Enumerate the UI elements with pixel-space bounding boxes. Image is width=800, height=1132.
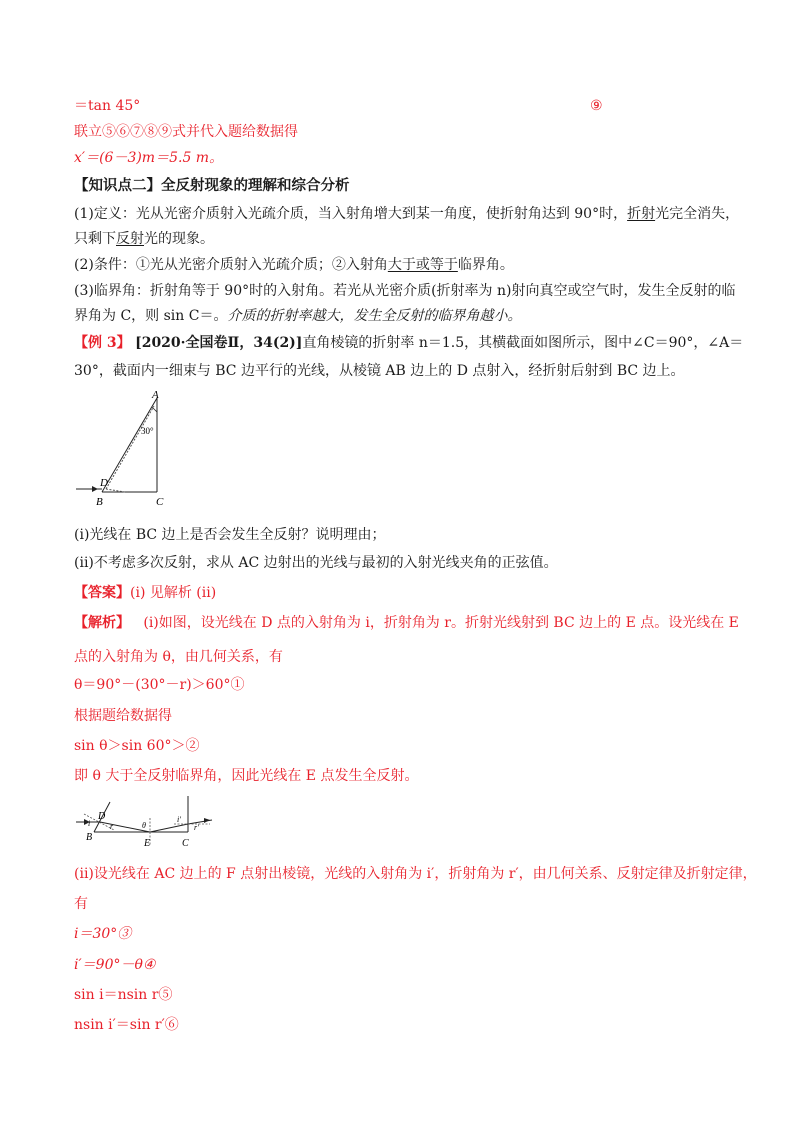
vertex-label-b: B <box>96 496 103 508</box>
vertex-label-c: C <box>182 838 189 849</box>
analysis-line-5: sin θ＞sin 60°＞② <box>74 738 200 754</box>
example-line-2: 30°，截面内一细束与 BC 边平行的光线，从棱镜 AB 边上的 D 点射入，经折射后射到 BC 边上。 <box>74 363 685 379</box>
question-2: (ii)不考虑多次反射，求从 AC 边射出的光线与最初的入射光线夹角的正弦值。 <box>74 555 558 571</box>
point-label-d: D <box>98 811 106 822</box>
crit-text: 界角为 C，则 sin C＝。 <box>74 308 228 324</box>
ray-path-figure <box>70 796 220 852</box>
analysis-line-8: 有 <box>74 896 88 912</box>
angle-arc <box>152 407 157 412</box>
def-underline: 折射 <box>627 206 656 222</box>
analysis-line-4: 根据题给数据得 <box>74 708 172 724</box>
answer-tag: 【答案】 <box>74 585 130 601</box>
equation-6: nsin i′＝sin r′⑥ <box>74 1017 179 1033</box>
analysis-text: (i)如图，设光线在 D 点的入射角为 i，折射角为 r。折射光线射到 BC 边上的 E 点。设光线在 E <box>143 615 739 631</box>
def-text: 只剩下 <box>74 231 116 247</box>
question-1: (i)光线在 BC 边上是否会发生全反射？说明理由； <box>74 527 386 543</box>
vertex-label-a: A <box>152 389 159 401</box>
angle-label: 30° <box>141 426 154 436</box>
dashed-line <box>106 406 154 489</box>
vertex-label-c: C <box>156 496 164 508</box>
reflected-ray <box>150 824 188 832</box>
equation-number: ⑨ <box>590 98 603 114</box>
critical-angle-line-1: (3)临界角：折射角等于 90°时的入射角。若光从光密介质(折射率为 n)射向真空或空气时，发生全反射的临 <box>74 283 736 299</box>
angle-label-r-prime: r′ <box>194 823 199 832</box>
arrow-icon <box>92 486 98 492</box>
vertex-label-b: B <box>86 832 93 843</box>
critical-angle-line-2 <box>74 306 521 326</box>
example-line-1 <box>74 333 743 353</box>
equation-3: i＝30°③ <box>74 926 132 942</box>
angle-label-i: i <box>88 819 91 828</box>
cond-text: 临界角。 <box>457 257 514 273</box>
point-label-d: D <box>100 477 108 489</box>
section-heading: 【知识点二】全反射现象的理解和综合分析 <box>74 178 350 194</box>
equation-5: sin i＝nsin r⑤ <box>74 987 173 1003</box>
analysis-line-1 <box>74 613 739 633</box>
answer-text: (i) 见解析 (ii) <box>130 585 217 601</box>
equation-4: i′＝90°－θ④ <box>74 957 156 973</box>
combine-line: 联立⑤⑥⑦⑧⑨式并代入题给数据得 <box>74 124 298 140</box>
definition-line-1 <box>74 204 739 224</box>
result-line: x′＝(6－3)m＝5.5 m。 <box>74 150 224 166</box>
analysis-line-7: (ii)设光线在 AC 边上的 F 点射出棱镜，光线的入射角为 i′，折射角为 r′，由几何关系、反射定律及折射定律， <box>74 866 757 882</box>
answer-line <box>74 583 216 603</box>
cond-text: (2)条件：①光从光密介质射入光疏介质；②入射角 <box>74 257 388 273</box>
angle-label-i-prime: i′ <box>177 815 181 824</box>
example-source: [2020·全国卷Ⅱ，34(2)] <box>135 335 303 351</box>
example-text: 直角棱镜的折射率 n＝1.5，其横截面如图所示，图中∠C＝90°，∠A＝ <box>302 335 744 351</box>
analysis-line-6: 即 θ 大于全反射临界角，因此光线在 E 点发生全反射。 <box>74 768 419 784</box>
def-underline: 反射 <box>116 231 144 247</box>
formula-text: ＝tan 45° <box>74 98 141 114</box>
example-tag: 【例 3】 <box>74 335 131 351</box>
prism-figure <box>70 388 180 510</box>
analysis-line-2: 点的入射角为 θ，由几何关系，有 <box>74 649 283 665</box>
prism-edge-ab <box>102 398 157 492</box>
crit-italic: 介质的折射率越大，发生全反射的临界角越小。 <box>227 308 522 324</box>
def-text: 光的现象。 <box>144 231 214 247</box>
analysis-line-3: θ＝90°－(30°－r)＞60°① <box>74 677 245 693</box>
def-text: (1)定义：光从光密介质射入光疏介质，当入射角增大到某一角度，使折射角达到 90°时， <box>74 206 628 222</box>
def-text: 光完全消失， <box>655 206 740 222</box>
definition-line-2 <box>74 229 214 249</box>
formula-line-tan <box>74 96 140 116</box>
angle-label-theta: θ <box>142 821 146 830</box>
analysis-tag: 【解析】 <box>74 615 130 631</box>
cond-underline: 大于或等于 <box>387 257 458 273</box>
point-label-e: E <box>144 838 151 849</box>
condition-line <box>74 255 514 275</box>
angle-label-r: r <box>110 822 114 831</box>
